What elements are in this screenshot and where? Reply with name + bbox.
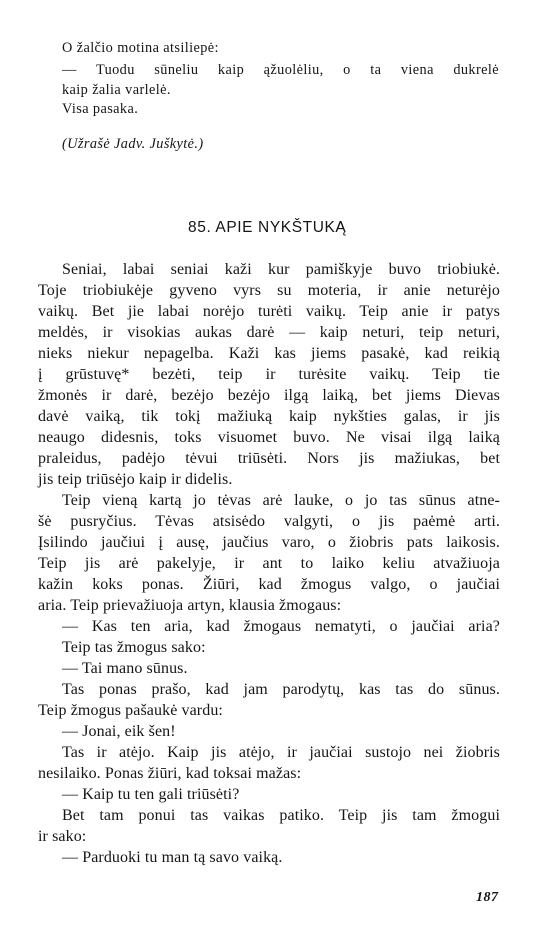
text-line: jis teip triūsėjo kaip ir didelis. — [38, 471, 233, 488]
text-line: Bet tam ponui tas vaikas patiko. Teip jis tam žmogui — [62, 807, 500, 824]
text-line: Teip vieną kartą jo tėvas arė lauke, o jo tas sūnus atne- — [62, 492, 500, 509]
text-line: — Tuodu sūneliu kaip ąžuolėliu, o ta viena dukrelė — [62, 62, 499, 78]
tale-heading: 85. APIE NYKŠTUKĄ — [188, 219, 347, 236]
text-line: Įsilindo jaučiui į ausę, jaučius varo, o žiobris pats laikosis. — [38, 534, 500, 551]
text-line: Seniai, labai seniai kaži kur pamiškyje buvo triobiukė. — [62, 261, 500, 278]
text-line: nesilaiko. Ponas žiūri, kad toksai mažas: — [38, 765, 302, 782]
text-line: meldės, ir visokias aukas darė — kaip neturi, teip neturi, — [38, 324, 500, 341]
page-number: 187 — [476, 890, 499, 905]
text-line: Tas ir atėjo. Kaip jis atėjo, ir jaučiai sustojo nei žiobris — [62, 744, 500, 761]
text-line: vaikų. Bet jie labai norėjo turėti vaikų. Teip anie ir patys — [38, 303, 500, 320]
text-line: Teip jis arė pakelyje, ir ant to laiko keliu atvažiuoja — [38, 555, 500, 572]
text-line: Tas ponas prašo, kad jam parodytų, kas tas do sūnus. — [62, 681, 500, 698]
text-line: žmonės ir darė, bezėjo bezėjo ilgą laiką, bet jiems Dievas — [38, 387, 500, 404]
attribution: (Užrašė Jadv. Juškytė.) — [62, 136, 204, 152]
text-line: šė pusryčius. Tėvas atsisėdo valgyti, o jis paėmė arti. — [38, 513, 500, 530]
text-line: kaip žalia varlelė. — [62, 82, 171, 98]
text-line: Visa pasaka. — [62, 101, 139, 117]
text-line: ir sako: — [38, 828, 87, 845]
text-line: — Parduoki tu man tą savo vaiką. — [62, 849, 283, 866]
text-line: — Kas ten aria, kad žmogaus nematyti, o jaučiai aria? — [62, 618, 500, 635]
text-line: Toje triobiukėje gyveno vyrs su moteria, ir anie neturėjo — [38, 282, 500, 299]
text-line: praleidus, padėjo tėvui triūsėti. Nors jis mažiukas, bet — [38, 450, 500, 467]
text-line: į grūstuvę* bezėti, teip ir turėsite vaikų. Teip tie — [38, 366, 500, 383]
text-line: davė vaiką, tik tokį mažiuką kaip nykšties galas, ir jis — [38, 408, 500, 425]
text-line: neaugo didesnis, toks visuomet buvo. Ne visai ilgą laiką — [38, 429, 500, 446]
text-line: nieks niekur nepagelba. Kaži kas jiems pasakė, kad reikią — [38, 345, 500, 362]
text-line: kažin koks ponas. Žiūri, kad žmogus valgo, o jaučiai — [38, 576, 500, 593]
text-line: — Jonai, eik šen! — [62, 723, 176, 740]
text-line: Teip tas žmogus sako: — [62, 639, 206, 656]
text-line: — Tai mano sūnus. — [62, 660, 188, 677]
text-line: aria. Teip prievažiuoja artyn, klausia žmogaus: — [38, 597, 342, 614]
text-line: Teip žmogus pašaukė vardu: — [38, 702, 223, 719]
text-line: O žalčio motina atsiliepė: — [62, 40, 219, 56]
text-line: — Kaip tu ten gali triūsėti? — [62, 786, 240, 803]
